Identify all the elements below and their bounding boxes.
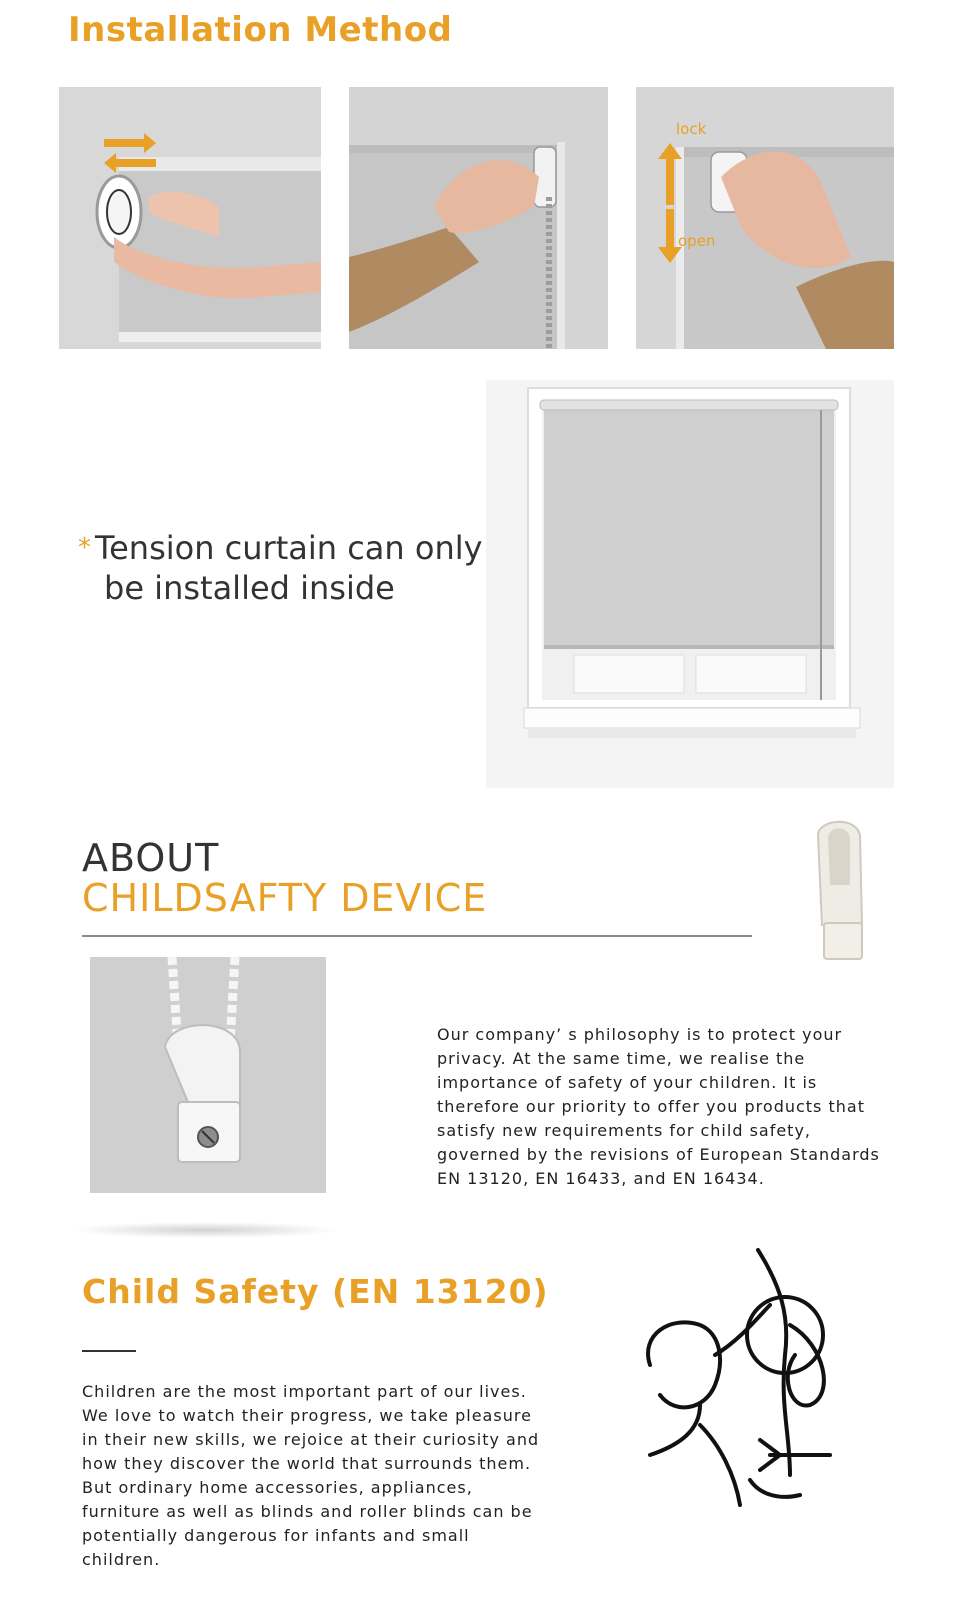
installation-method-title: Installation Method	[68, 10, 453, 50]
child-cord-hazard-illustration	[640, 1245, 850, 1510]
tension-note-line2: be installed inside	[104, 569, 395, 607]
window-blind-image	[486, 380, 894, 788]
child-safety-title: Child Safety (EN 13120)	[82, 1272, 549, 1311]
lock-label: lock	[676, 120, 707, 138]
about-heading-line1: ABOUT	[82, 836, 220, 880]
child-cord-drawing	[640, 1245, 850, 1510]
cord-clip-image	[800, 815, 880, 965]
child-safety-device-illustration	[90, 957, 326, 1193]
child-safety-device-photo	[90, 957, 326, 1193]
install-step1-illustration	[59, 87, 321, 349]
open-label: open	[678, 232, 716, 250]
install-step2-photo	[349, 87, 608, 349]
asterisk-mark: *	[78, 533, 91, 563]
about-heading-line2: CHILDSAFTY DEVICE	[82, 876, 488, 920]
cord-clip-illustration	[800, 815, 880, 965]
child-safety-divider	[82, 1350, 136, 1352]
install-step2-illustration	[349, 87, 608, 349]
tension-note-line1: Tension curtain can only	[95, 529, 483, 567]
install-step3-photo	[636, 87, 894, 349]
photo-shadow	[70, 1222, 340, 1238]
install-step1-photo	[59, 87, 321, 349]
tension-note	[78, 528, 498, 608]
window-blind-illustration	[486, 380, 894, 788]
about-divider	[82, 935, 752, 937]
install-step3-illustration	[636, 87, 894, 349]
philosophy-paragraph: Our company’ s philosophy is to protect your privacy. At the same time, we realise the importance of safety of your children. It is therefore our priority to offer you products that satisfy new requirements for child safety, governed by the revisions of European Standards EN 13120, EN 16433, and EN 16434.	[437, 1025, 880, 1188]
child-safety-paragraph: Children are the most important part of our lives. We love to watch their progress, we take pleasure in their new skills, we rejoice at their curiosity and how they discover the world that surrounds them. But ordinary home accessories, appliances, furniture as well as blinds and roller blinds can be potentially dangerous for infants and small children.	[82, 1382, 540, 1569]
